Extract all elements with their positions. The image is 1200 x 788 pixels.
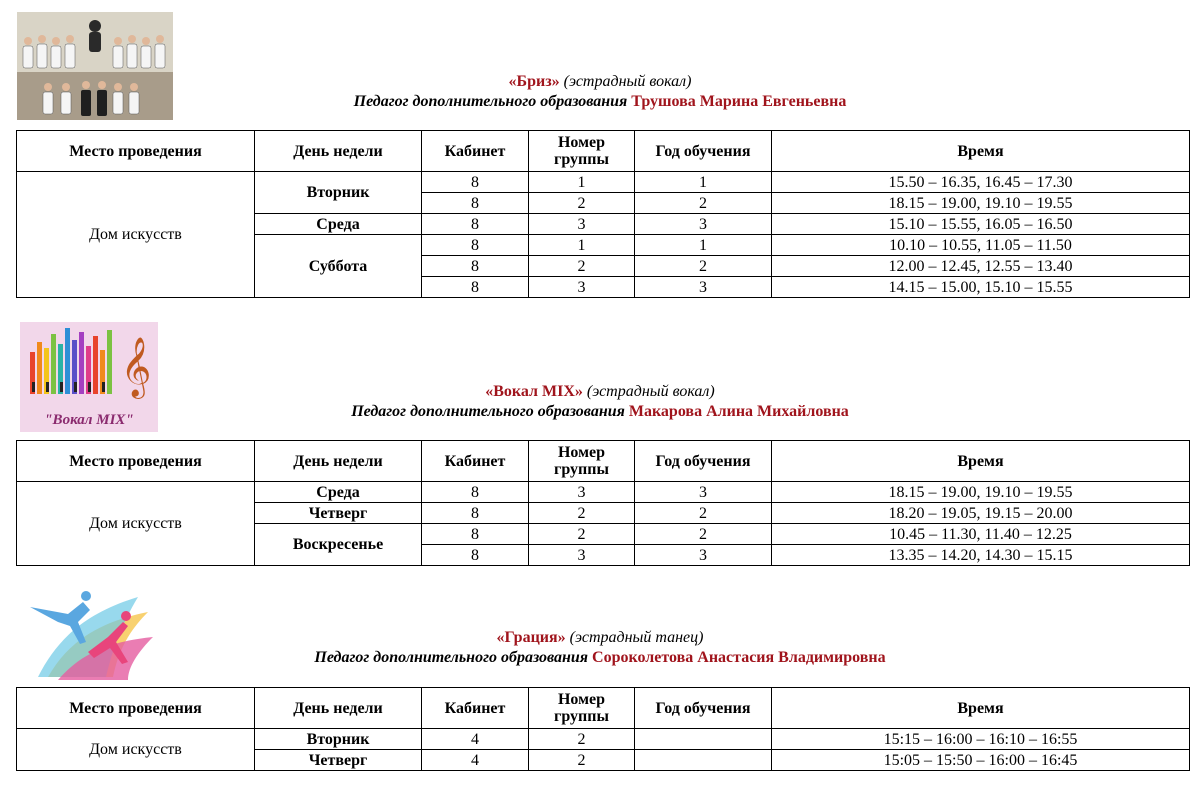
time-cell: 15:05 – 15:50 – 16:00 – 16:45 <box>772 750 1190 771</box>
ensemble-genre: (эстрадный танец) <box>569 629 704 646</box>
teacher-prefix: Педагог дополнительного образования <box>353 93 628 110</box>
teacher-prefix: Педагог дополнительного образования <box>314 649 589 666</box>
logo-text: "Вокал MIX" <box>44 412 134 428</box>
col-header: День недели <box>255 131 422 172</box>
group-cell: 3 <box>529 482 635 503</box>
cabinet-cell: 8 <box>422 277 529 298</box>
group-cell: 1 <box>529 172 635 193</box>
col-header: Место проведения <box>17 688 255 729</box>
day-cell: Среда <box>255 214 422 235</box>
year-cell: 3 <box>635 277 772 298</box>
cabinet-cell: 8 <box>422 482 529 503</box>
day-cell: Четверг <box>255 503 422 524</box>
vocal-mix-schedule-table <box>16 440 1190 566</box>
place-cell: Дом искусств <box>17 482 255 566</box>
ensemble-name: «Бриз» <box>508 73 560 90</box>
year-cell: 2 <box>635 524 772 545</box>
time-cell: 18.15 – 19.00, 19.10 – 19.55 <box>772 482 1190 503</box>
table-row <box>17 482 1190 503</box>
cabinet-cell: 8 <box>422 503 529 524</box>
group-cell: 2 <box>529 256 635 277</box>
ensemble-genre: (эстрадный вокал) <box>586 383 715 400</box>
col-header: Номер группы <box>529 441 635 482</box>
cabinet-cell: 8 <box>422 193 529 214</box>
ensemble-genre: (эстрадный вокал) <box>563 73 692 90</box>
place-cell: Дом искусств <box>17 172 255 298</box>
time-cell: 15.10 – 15.55, 16.05 – 16.50 <box>772 214 1190 235</box>
group-cell: 1 <box>529 235 635 256</box>
header-row <box>17 131 1190 172</box>
group-cell: 2 <box>529 729 635 750</box>
time-cell: 10.10 – 10.55, 11.05 – 11.50 <box>772 235 1190 256</box>
time-cell: 15.50 – 16.35, 16.45 – 17.30 <box>772 172 1190 193</box>
day-cell: Четверг <box>255 750 422 771</box>
year-cell: 3 <box>635 545 772 566</box>
col-header: Год обучения <box>635 131 772 172</box>
cabinet-cell: 8 <box>422 235 529 256</box>
vocal-mix-heading <box>0 382 1200 422</box>
group-cell: 3 <box>529 545 635 566</box>
day-cell: Вторник <box>255 172 422 214</box>
cabinet-cell: 8 <box>422 172 529 193</box>
col-header: Время <box>772 441 1190 482</box>
teacher-name: Трушова Марина Евгеньевна <box>631 93 847 110</box>
cabinet-cell: 8 <box>422 545 529 566</box>
teacher-prefix: Педагог дополнительного образования <box>351 403 625 420</box>
time-cell: 18.15 – 19.00, 19.10 – 19.55 <box>772 193 1190 214</box>
year-cell <box>635 729 772 750</box>
col-header: День недели <box>255 688 422 729</box>
group-cell: 3 <box>529 277 635 298</box>
year-cell: 3 <box>635 482 772 503</box>
group-cell: 2 <box>529 193 635 214</box>
year-cell: 2 <box>635 256 772 277</box>
ensemble-name: «Вокал MIX» <box>485 383 583 400</box>
cabinet-cell: 8 <box>422 256 529 277</box>
gracia-schedule-table <box>16 687 1190 771</box>
place-cell: Дом искусств <box>17 729 255 771</box>
col-header: Номер группы <box>529 688 635 729</box>
col-header: Время <box>772 131 1190 172</box>
time-cell: 14.15 – 15.00, 15.10 – 15.55 <box>772 277 1190 298</box>
header-row <box>17 688 1190 729</box>
cabinet-cell: 8 <box>422 214 529 235</box>
ensemble-name: «Грация» <box>496 629 566 646</box>
col-header: Время <box>772 688 1190 729</box>
cabinet-cell: 4 <box>422 750 529 771</box>
group-cell: 3 <box>529 214 635 235</box>
briz-heading <box>0 72 1200 112</box>
briz-schedule-table <box>16 130 1190 298</box>
year-cell: 1 <box>635 235 772 256</box>
day-cell: Воскресенье <box>255 524 422 566</box>
group-cell: 2 <box>529 524 635 545</box>
time-cell: 13.35 – 14.20, 14.30 – 15.15 <box>772 545 1190 566</box>
col-header: Год обучения <box>635 688 772 729</box>
group-cell: 2 <box>529 503 635 524</box>
col-header: Кабинет <box>422 131 529 172</box>
group-cell: 2 <box>529 750 635 771</box>
col-header: Место проведения <box>17 131 255 172</box>
year-cell: 2 <box>635 503 772 524</box>
time-cell: 10.45 – 11.30, 11.40 – 12.25 <box>772 524 1190 545</box>
year-cell <box>635 750 772 771</box>
col-header: Номер группы <box>529 131 635 172</box>
table-row <box>17 729 1190 750</box>
cabinet-cell: 4 <box>422 729 529 750</box>
col-header: Место проведения <box>17 441 255 482</box>
time-cell: 12.00 – 12.45, 12.55 – 13.40 <box>772 256 1190 277</box>
col-header: Год обучения <box>635 441 772 482</box>
teacher-name: Сороколетова Анастасия Владимировна <box>592 649 886 666</box>
day-cell: Вторник <box>255 729 422 750</box>
day-cell: Суббота <box>255 235 422 298</box>
svg-text:𝄞: 𝄞 <box>120 337 152 397</box>
time-cell: 18.20 – 19.05, 19.15 – 20.00 <box>772 503 1190 524</box>
cabinet-cell: 8 <box>422 524 529 545</box>
gracia-heading <box>0 628 1200 668</box>
year-cell: 1 <box>635 172 772 193</box>
header-row <box>17 441 1190 482</box>
day-cell: Среда <box>255 482 422 503</box>
year-cell: 3 <box>635 214 772 235</box>
table-row <box>17 172 1190 193</box>
time-cell: 15:15 – 16:00 – 16:10 – 16:55 <box>772 729 1190 750</box>
col-header: День недели <box>255 441 422 482</box>
teacher-name: Макарова Алина Михайловна <box>628 403 849 420</box>
year-cell: 2 <box>635 193 772 214</box>
col-header: Кабинет <box>422 441 529 482</box>
col-header: Кабинет <box>422 688 529 729</box>
